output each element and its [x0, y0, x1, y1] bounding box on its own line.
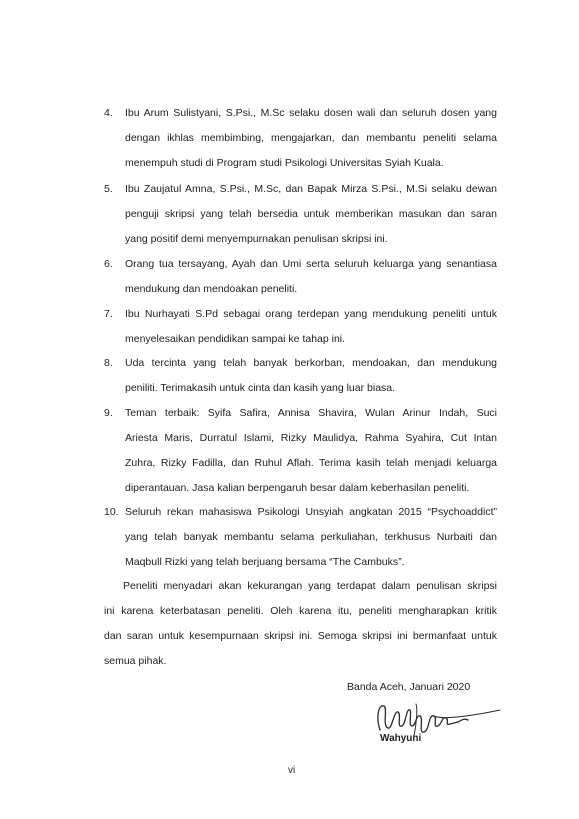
item-line: yang telah banyak membantu selama perkuliahan, terkhusus Nurbaiti dan	[125, 531, 497, 543]
paragraph-line: Peneliti menyadari akan kekurangan yang terdapat dalam penulisan skripsi	[123, 580, 497, 592]
item-line: Seluruh rekan mahasiswa Psikologi Unsyiah angkatan 2015 “Psychoaddict”	[125, 506, 497, 518]
item-line: Ibu Nurhayati S.Pd sebagai orang terdepan yang mendukung peneliti untuk	[125, 308, 497, 320]
item-line: Zuhra, Rizky Fadilla, dan Ruhul Aflah. Terima kasih telah menjadi keluarga	[125, 457, 497, 469]
item-line: Ibu Zaujatul Amna, S.Psi., M.Sc, dan Bapak Mirza S.Psi., M.Si selaku dewan	[125, 183, 497, 195]
item-number: 5.	[104, 183, 113, 195]
paragraph-line: dan saran untuk kesempurnaan skripsi ini. Semoga skripsi ini bermanfaat untuk	[104, 630, 497, 642]
item-line: Uda tercinta yang telah banyak berkorban, mendoakan, dan mendukung	[125, 357, 497, 369]
item-number: 8.	[104, 357, 113, 369]
item-number: 4.	[104, 107, 113, 119]
item-line: menyelesaikan pendidikan sampai ke tahap ini.	[125, 333, 346, 345]
item-line: diperantauan. Jasa kalian berpengaruh besar dalam keberhasilan peneliti.	[125, 482, 470, 494]
page-number: vi	[288, 765, 296, 776]
signatory-name: Wahyuni	[380, 733, 422, 744]
item-line: peniliti. Terimakasih untuk cinta dan kasih yang luar biasa.	[125, 382, 396, 394]
item-number: 10.	[104, 506, 119, 518]
item-line: Ariesta Maris, Durratul Islami, Rizky Maulidya, Rahma Syahira, Cut Intan	[125, 432, 497, 444]
item-line: Teman terbaik: Syifa Safira, Annisa Shavira, Wulan Arinur Indah, Suci	[125, 407, 497, 419]
item-line: mendukung dan mendoakan peneliti.	[125, 283, 298, 295]
item-line: dengan ikhlas membimbing, mengajarkan, dan membantu peneliti selama	[125, 132, 497, 144]
item-line: yang positif demi menyempurnakan penulisan skripsi ini.	[125, 233, 388, 245]
item-number: 6.	[104, 258, 113, 270]
item-line: Orang tua tersayang, Ayah dan Umi serta seluruh keluarga yang senantiasa	[125, 258, 497, 270]
item-line: menempuh studi di Program studi Psikologi Universitas Syiah Kuala.	[125, 157, 444, 169]
item-line: penguji skripsi yang telah bersedia untuk memberikan masukan dan saran	[125, 208, 497, 220]
item-line: Maqbull Rizki yang telah berjuang bersama “The Cambuks”.	[125, 556, 405, 568]
item-number: 9.	[104, 407, 113, 419]
paragraph-line: semua pihak.	[104, 655, 167, 667]
place-date: Banda Aceh, Januari 2020	[347, 681, 471, 693]
item-line: Ibu Arum Sulistyani, S.Psi., M.Sc selaku dosen wali dan seluruh dosen yang	[125, 107, 497, 119]
item-number: 7.	[104, 308, 113, 320]
paragraph-line: ini karena keterbatasan peneliti. Oleh karena itu, peneliti mengharapkan kritik	[104, 605, 497, 617]
